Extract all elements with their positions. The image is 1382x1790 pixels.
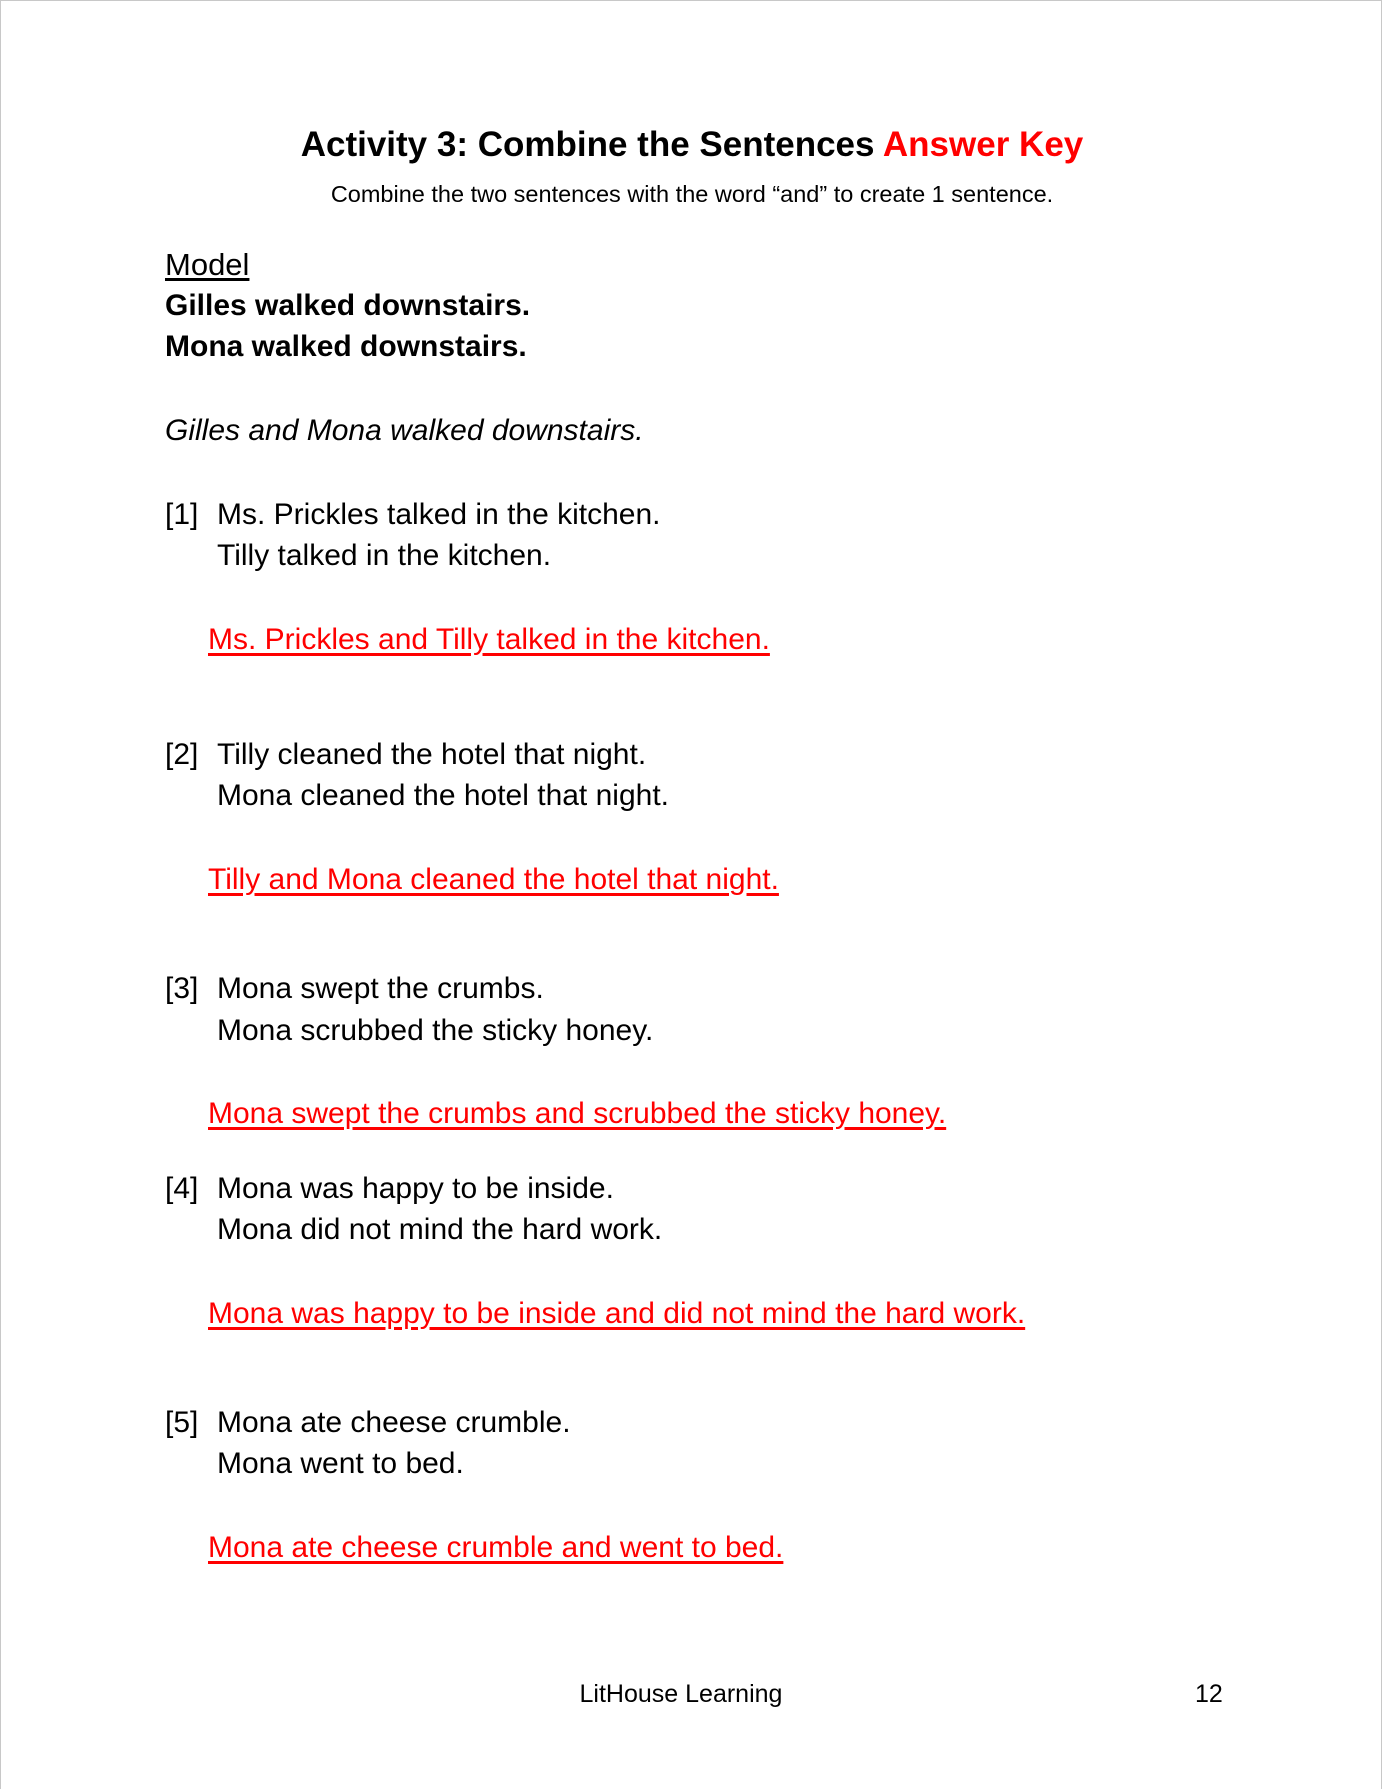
item-3-answer: Mona swept the crumbs and scrubbed the sticky honey.	[208, 1097, 947, 1130]
item-4-sentence-1: Mona was happy to be inside.	[217, 1172, 614, 1205]
instructions: Combine the two sentences with the word “and” to create 1 sentence.	[330, 181, 1054, 207]
item-3-sentence-2: Mona scrubbed the sticky honey.	[217, 1014, 654, 1047]
item-2-sentence-2: Mona cleaned the hotel that night.	[217, 779, 669, 812]
item-2-answer: Tilly and Mona cleaned the hotel that night.	[208, 863, 779, 896]
item-1-sentence-1: Ms. Prickles talked in the kitchen.	[217, 498, 661, 531]
item-1-number: [1]	[165, 498, 199, 531]
title-answer-key: Answer Key	[882, 125, 1084, 164]
page-title	[1, 125, 1382, 165]
title-main: Activity 3: Combine the Sentences	[300, 125, 883, 164]
item-4-number: [4]	[165, 1172, 199, 1205]
item-5-sentence-1: Mona ate cheese crumble.	[217, 1406, 571, 1439]
model-sentence-1: Gilles walked downstairs.	[165, 289, 531, 322]
item-5-sentence-2: Mona went to bed.	[217, 1447, 464, 1480]
item-3-sentence-1: Mona swept the crumbs.	[217, 972, 544, 1005]
model-sentence-2: Mona walked downstairs.	[165, 330, 527, 363]
item-4-answer: Mona was happy to be inside and did not mind the hard work.	[208, 1297, 1026, 1330]
model-label: Model	[165, 247, 250, 282]
item-1-sentence-2: Tilly talked in the kitchen.	[217, 539, 552, 572]
item-2-number: [2]	[165, 738, 199, 771]
page-number: 12	[1195, 1680, 1223, 1708]
item-2-sentence-1: Tilly cleaned the hotel that night.	[217, 738, 647, 771]
item-1-answer: Ms. Prickles and Tilly talked in the kitchen.	[208, 623, 770, 656]
item-3-number: [3]	[165, 972, 199, 1005]
footer-publisher: LitHouse Learning	[579, 1680, 783, 1708]
item-5-number: [5]	[165, 1406, 199, 1439]
item-5-answer: Mona ate cheese crumble and went to bed.	[208, 1531, 784, 1564]
model-answer: Gilles and Mona walked downstairs.	[165, 414, 644, 447]
item-4-sentence-2: Mona did not mind the hard work.	[217, 1213, 663, 1246]
